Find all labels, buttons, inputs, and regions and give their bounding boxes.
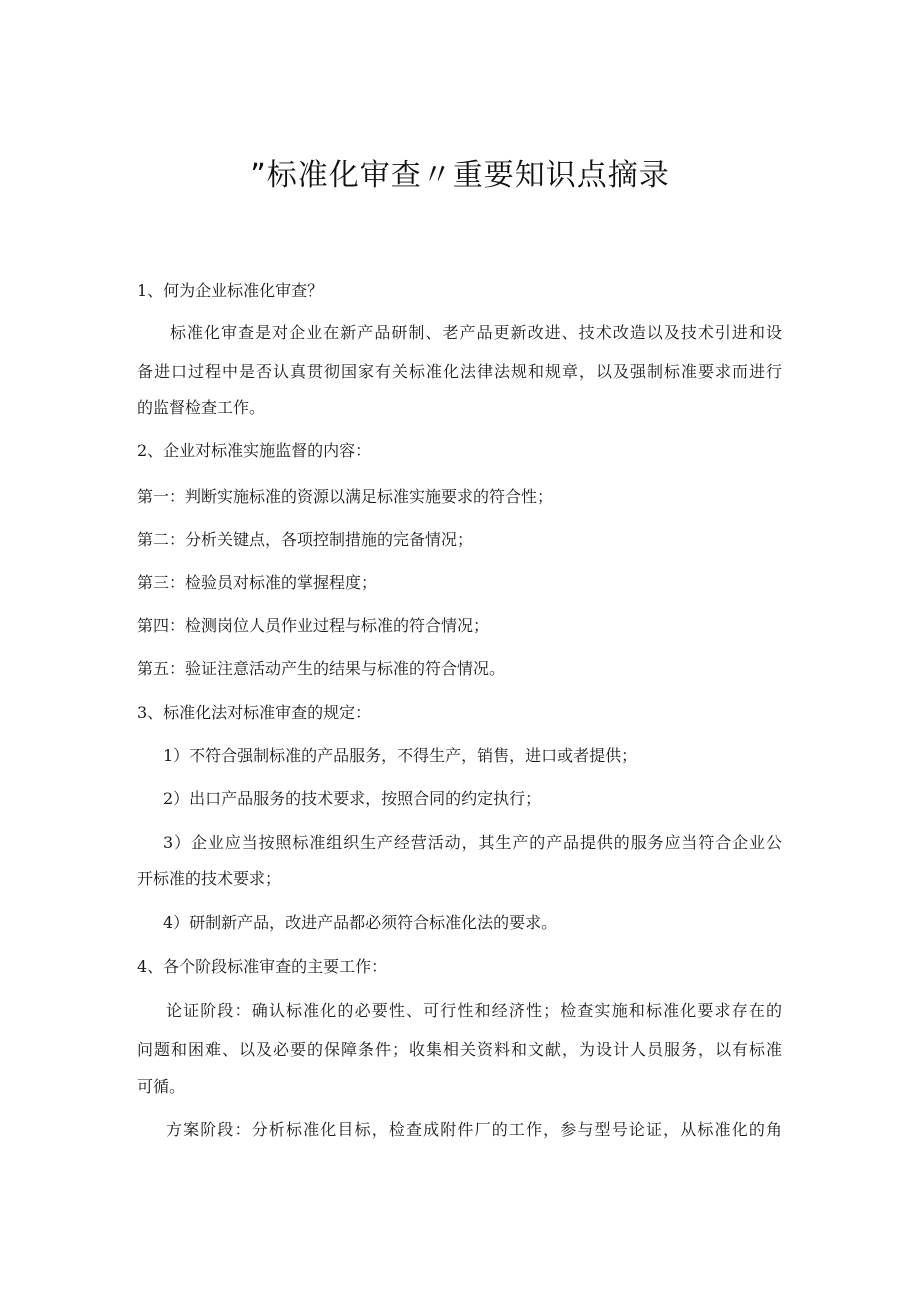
list-item: 1）不符合强制标准的产品服务，不得生产，销售，进口或者提供；: [163, 746, 638, 765]
list-item: 第一：判断实施标准的资源以满足标准实施要求的符合性；: [137, 487, 554, 506]
paragraph-line: 方案阶段：分析标准化目标，检查成附件厂的工作，参与型号论证，从标准化的角: [166, 1120, 782, 1139]
paragraph-line: 标准化审查是对企业在新产品研制、老产品更新改进、技术改造以及技术引进和设: [170, 323, 782, 342]
list-item: 2）出口产品服务的技术要求，按照合同的约定执行；: [163, 789, 542, 808]
list-item: 4）研制新产品，改进产品都必须符合标准化法的要求。: [163, 913, 558, 932]
section-heading-2: 2、企业对标准实施监督的内容：: [137, 441, 372, 460]
paragraph-line: 问题和困难、以及必要的保障条件；收集相关资料和文献，为设计人员服务，以有标准: [137, 1040, 782, 1059]
paragraph-line: 的监督检查工作。: [137, 398, 266, 417]
section-heading-3: 3、标准化法对标准审查的规定：: [137, 703, 372, 722]
list-item: 第四：检测岗位人员作业过程与标准的符合情况；: [137, 616, 490, 635]
list-item: 第二：分析关键点，各项控制措施的完备情况；: [137, 530, 474, 549]
paragraph-line: 可循。: [137, 1077, 186, 1096]
document-title: ”标准化审查〃重要知识点摘录: [250, 158, 670, 193]
section-heading-4: 4、各个阶段标准审查的主要工作：: [137, 957, 388, 976]
list-item: 第三：检验员对标准的掌握程度；: [137, 573, 378, 592]
paragraph-line: 论证阶段：确认标准化的必要性、可行性和经济性；检查实施和标准化要求存在的: [166, 1001, 782, 1020]
list-item: 3）企业应当按照标准组织生产经营活动，其生产的产品提供的服务应当符合企业公: [163, 833, 782, 852]
list-item: 开标准的技术要求；: [137, 869, 282, 888]
section-heading-1: 1、何为企业标准化审查？: [137, 281, 324, 300]
list-item: 第五：验证注意活动产生的结果与标准的符合情况。: [137, 659, 506, 678]
paragraph-line: 备进口过程中是否认真贯彻国家有关标准化法律法规和规章，以及强制标准要求而进行: [137, 362, 782, 381]
